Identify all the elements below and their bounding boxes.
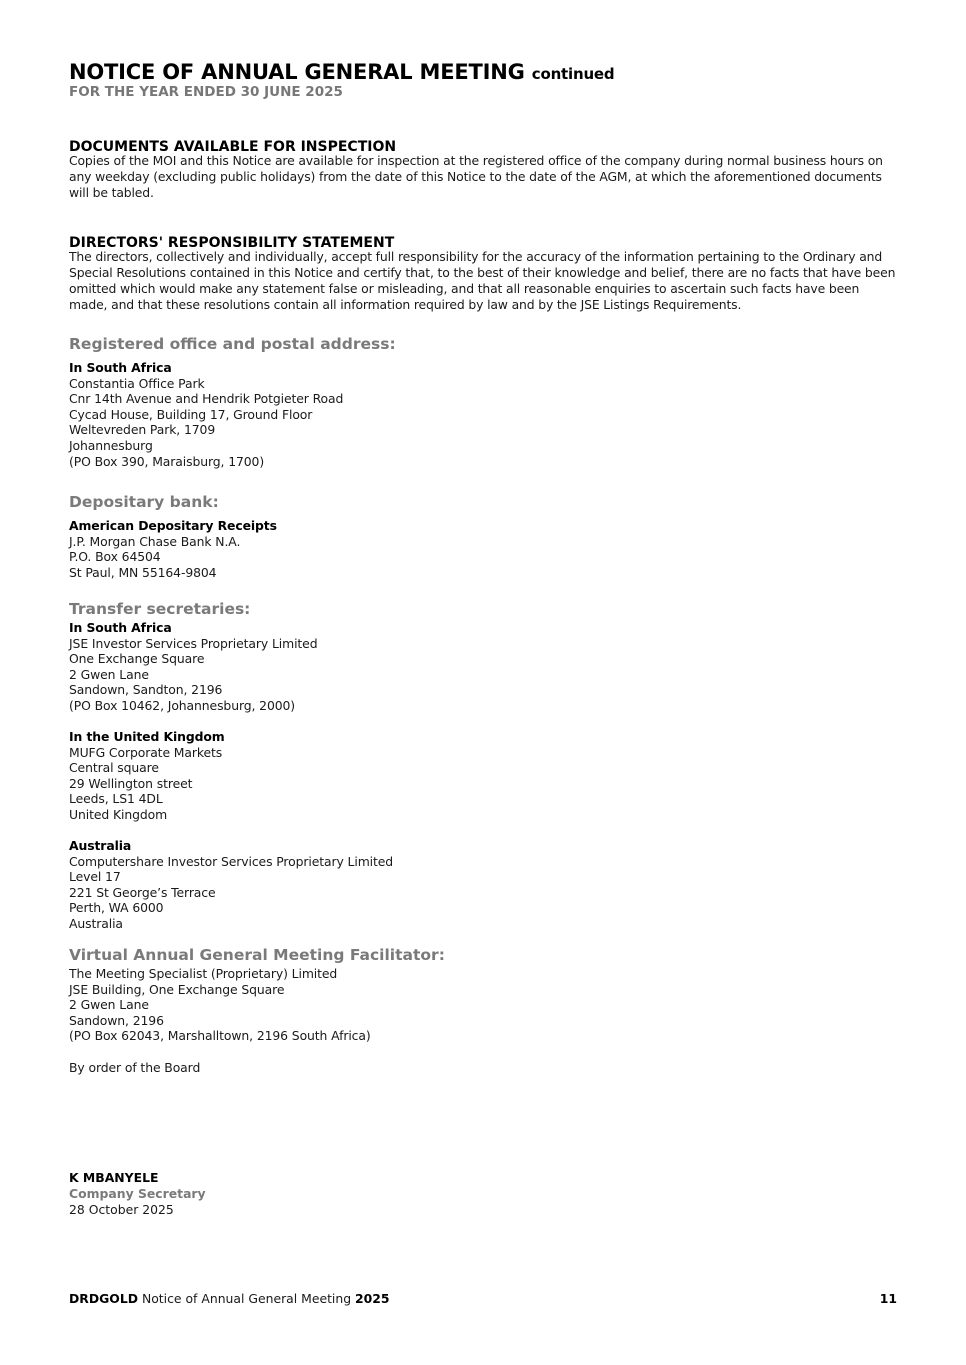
address-line: Sandown, 2196 — [69, 1012, 164, 1028]
transfer-australia — [69, 838, 393, 932]
depositary-heading: Depositary bank: — [69, 493, 219, 511]
address-line: Constantia Office Park — [69, 375, 205, 391]
facilitator-address — [69, 966, 371, 1044]
address-line: JSE Investor Services Proprietary Limited — [69, 635, 318, 651]
address-line: Cnr 14th Avenue and Hendrik Potgieter Road — [69, 391, 344, 407]
address-line: Leeds, LS1 4DL — [69, 791, 163, 807]
address-line: Weltevreden Park, 1709 — [69, 422, 216, 438]
address-line: Central square — [69, 760, 159, 776]
page-subtitle: FOR THE YEAR ENDED 30 JUNE 2025 — [69, 84, 343, 100]
transfer-uk — [69, 729, 225, 823]
page-title-text: NOTICE OF ANNUAL GENERAL MEETING — [69, 60, 525, 84]
transfer-sa-label: In South Africa — [69, 620, 172, 635]
transfer-heading: Transfer secretaries: — [69, 600, 251, 618]
address-line: United Kingdom — [69, 806, 168, 822]
address-line: MUFG Corporate Markets — [69, 744, 223, 760]
address-line: 2 Gwen Lane — [69, 997, 149, 1013]
transfer-uk-label: In the United Kingdom — [69, 729, 225, 744]
address-line: Sandown, Sandton, 2196 — [69, 682, 223, 698]
address-line: The Meeting Specialist (Proprietary) Limited — [69, 966, 338, 981]
footer — [69, 1291, 390, 1306]
address-line: 221 St George’s Terrace — [69, 884, 216, 900]
address-line: Perth, WA 6000 — [69, 900, 164, 916]
footer-year: 2025 — [355, 1291, 390, 1306]
address-line: Computershare Investor Services Proprietary Limited — [69, 853, 394, 869]
registered-office-heading: Registered office and postal address: — [69, 335, 396, 353]
depositary-label: American Depositary Receipts — [69, 518, 277, 533]
address-line: JSE Building, One Exchange Square — [69, 981, 285, 997]
address-line: Level 17 — [69, 869, 121, 885]
depositary-address — [69, 518, 277, 580]
transfer-au-label: Australia — [69, 838, 132, 853]
page-title-suffix: continued — [531, 65, 615, 83]
address-line: Cycad House, Building 17, Ground Floor — [69, 406, 313, 422]
page-number: 11 — [879, 1291, 897, 1306]
address-line: Australia — [69, 915, 123, 931]
address-line: (PO Box 390, Maraisburg, 1700) — [69, 453, 265, 469]
documents-body: Copies of the MOI and this Notice are available for inspection at the registered office of the company during normal business hours on any weekday (excluding public holidays) from the date of this Notice to the date of the AGM, at which the aforementioned documents will be tabled. — [69, 153, 883, 200]
signatory-title: Company Secretary — [69, 1186, 206, 1201]
signature-date: 28 October 2025 — [69, 1202, 174, 1217]
address-line: (PO Box 62043, Marshalltown, 2196 South Africa) — [69, 1028, 371, 1044]
address-line: St Paul, MN 55164-9804 — [69, 564, 217, 580]
responsibility-body: The directors, collectively and individually, accept full responsibility for the accuracy of the information pertaining to the Ordinary and Special Resolutions contained in this Notice and certify that, to the best of their knowledge and belief, there are no facts that have been omitted which would make any statement false or misleading, and that all reasonable enquiries to ascertain such facts have been made, and that these resolutions contain all information required by law and by the JSE Listings Requirements. — [69, 249, 896, 312]
facilitator-heading: Virtual Annual General Meeting Facilitator: — [69, 946, 445, 964]
signatory-name: K MBANYELE — [69, 1170, 159, 1185]
address-line: 2 Gwen Lane — [69, 666, 149, 682]
footer-brand: DRDGOLD — [69, 1291, 138, 1306]
address-line: 29 Wellington street — [69, 775, 193, 791]
documents-heading: DOCUMENTS AVAILABLE FOR INSPECTION — [69, 139, 397, 155]
address-line: One Exchange Square — [69, 651, 205, 667]
registered-office-label: In South Africa — [69, 360, 172, 375]
responsibility-heading: DIRECTORS' RESPONSIBILITY STATEMENT — [69, 235, 395, 251]
closing-line: By order of the Board — [69, 1060, 201, 1075]
address-line: (PO Box 10462, Johannesburg, 2000) — [69, 697, 296, 713]
address-line: Johannesburg — [69, 437, 153, 453]
address-line: P.O. Box 64504 — [69, 549, 161, 565]
footer-doc-title: Notice of Annual General Meeting — [141, 1291, 352, 1306]
registered-office-address — [69, 360, 343, 469]
transfer-south-africa — [69, 620, 317, 714]
page-title — [69, 60, 614, 84]
address-line: J.P. Morgan Chase Bank N.A. — [69, 533, 241, 549]
